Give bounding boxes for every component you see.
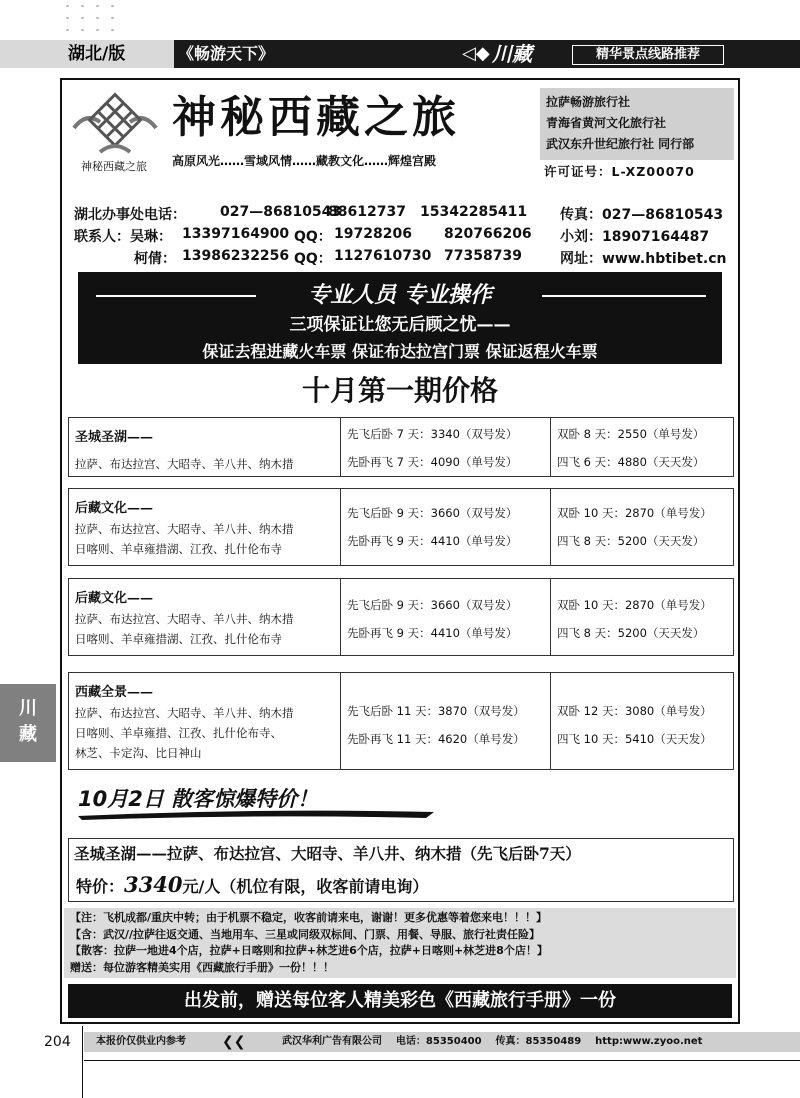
brush-swoosh-icon bbox=[76, 806, 436, 820]
special-price-label: 特价： bbox=[76, 877, 125, 896]
route-stops: 日喀则、羊卓雍措湖、江孜、扎什伦布寺 bbox=[75, 542, 282, 556]
route-info-cell bbox=[69, 673, 341, 769]
agency-name: 青海省黄河文化旅行社 bbox=[546, 116, 667, 130]
logo-caption: 神秘西藏之旅 bbox=[81, 160, 147, 173]
agency-name: 武汉东升世纪旅行社 同行部 bbox=[546, 137, 695, 151]
price-option: 先飞后卧 9 天：3660（双号发） bbox=[347, 598, 518, 612]
price-cell bbox=[551, 673, 735, 769]
price-option: 先飞后卧 9 天：3660（双号发） bbox=[347, 506, 518, 520]
notes-box bbox=[64, 908, 736, 978]
route-info-cell bbox=[69, 489, 341, 565]
price-cell bbox=[341, 673, 551, 769]
qq-number: 1127610730 bbox=[334, 248, 432, 264]
route-stops: 拉萨、布达拉宫、大昭寺、羊八井、纳木措 bbox=[75, 612, 294, 626]
special-price-value: 3340 bbox=[124, 872, 183, 897]
route-row bbox=[68, 578, 734, 656]
price-cell bbox=[341, 579, 551, 655]
footer-divider bbox=[82, 1026, 83, 1098]
route-row bbox=[68, 488, 734, 566]
special-route: 圣城圣湖——拉萨、布达拉宫、大昭寺、羊八井、纳木措（先飞后卧7天） bbox=[74, 844, 581, 863]
price-cell bbox=[551, 418, 735, 476]
route-stops: 拉萨、布达拉宫、大昭寺、羊八井、纳木措 bbox=[75, 706, 294, 720]
contact-person-label: 柯倩： bbox=[134, 251, 176, 267]
route-info-cell bbox=[69, 579, 341, 655]
route-stops: 日喀则、羊卓雍措湖、江孜、扎什伦布寺 bbox=[75, 632, 282, 646]
office-phone: 15342285411 bbox=[420, 204, 528, 220]
agency-name: 拉萨畅游旅行社 bbox=[546, 95, 631, 109]
license-number: 许可证号：L-XZ00070 bbox=[544, 164, 695, 179]
qq-label: QQ： bbox=[294, 229, 332, 245]
contact-phone: 13986232256 bbox=[182, 248, 290, 264]
banner-subline: 三项保证让您无后顾之忧—— bbox=[289, 315, 511, 335]
route-row bbox=[68, 417, 734, 477]
route-row bbox=[68, 672, 734, 770]
price-option: 双卧 10 天：2870（单号发） bbox=[557, 598, 712, 612]
qq-number: 19728206 bbox=[334, 226, 412, 242]
price-cell bbox=[551, 579, 735, 655]
publisher-url[interactable]: http:www.zyoo.net bbox=[595, 1036, 703, 1047]
banner-headline: 专业人员 专业操作 bbox=[308, 282, 492, 308]
side-tab-char: 藏 bbox=[19, 724, 37, 745]
ad-slogan: 高原风光……雪域风情……藏教文化……辉煌宫殿 bbox=[172, 154, 437, 168]
route-title: 圣城圣湖—— bbox=[75, 430, 154, 445]
contact-person-label: 联系人：吴琳： bbox=[74, 229, 172, 245]
route-stops: 拉萨、布达拉宫、大昭寺、羊八井、纳木措 bbox=[75, 457, 294, 471]
side-tab-char: 川 bbox=[19, 698, 37, 719]
note-line: 【散客：拉萨一地进4个店，拉萨+日喀则和拉萨+林芝进6个店，拉萨+日喀则+林芝进8个店！】 bbox=[70, 944, 548, 957]
price-option: 双卧 8 天：2550（单号发） bbox=[557, 427, 705, 441]
publisher-name: 武汉华利广告有限公司 bbox=[282, 1036, 382, 1047]
route-stops: 日喀则、羊卓雍措、江孜、扎什伦布寺、 bbox=[75, 726, 282, 740]
column-name: 《畅游天下》 bbox=[178, 44, 275, 63]
footer-rule bbox=[84, 1060, 800, 1061]
price-option: 先飞后卧 7 天：3340（双号发） bbox=[347, 427, 518, 441]
qq-label: QQ： bbox=[294, 251, 332, 267]
price-cell bbox=[341, 418, 551, 476]
price-option: 四飞 8 天：5200（天天发） bbox=[557, 534, 705, 548]
price-option: 先卧再飞 9 天：4410（单号发） bbox=[347, 626, 518, 640]
qq-number: 820766206 bbox=[444, 226, 532, 242]
price-option: 四飞 8 天：5200（天天发） bbox=[557, 626, 705, 640]
price-option: 四飞 10 天：5410（天天发） bbox=[557, 732, 712, 746]
price-section-title: 十月第一期价格 bbox=[301, 374, 498, 407]
price-cell bbox=[551, 489, 735, 565]
price-option: 先卧再飞 9 天：4410（单号发） bbox=[347, 534, 518, 548]
double-arrow-icon: ◁◆ bbox=[462, 43, 490, 64]
price-option: 先飞后卧 11 天：3870（双号发） bbox=[347, 704, 525, 718]
ad-title: 神秘西藏之旅 bbox=[172, 92, 460, 143]
section-side-tab bbox=[0, 684, 56, 762]
price-option: 四飞 6 天：4880（天天发） bbox=[557, 455, 705, 469]
special-price-unit: 元/人（机位有限，收客前请电询） bbox=[182, 877, 429, 896]
note-line: 【含：武汉//拉萨往返交通、当地用车、三星或同级双标间、门票、用餐、导服、旅行社责任险】 bbox=[70, 927, 541, 941]
office-phone-label: 湖北办事处电话： bbox=[74, 207, 186, 223]
section-brand: 川藏 bbox=[492, 42, 532, 66]
website-link[interactable]: 网址：www.hbtibet.cn bbox=[560, 251, 727, 267]
route-info-cell bbox=[69, 418, 341, 476]
route-title: 西藏全景—— bbox=[75, 685, 154, 700]
price-option: 双卧 12 天：3080（单号发） bbox=[557, 704, 712, 718]
price-option: 先卧再飞 7 天：4090（单号发） bbox=[347, 455, 518, 469]
double-chevron-icon: ❮❮ bbox=[222, 1034, 246, 1050]
edition-label: 湖北/版 bbox=[0, 40, 174, 68]
agency-list bbox=[540, 88, 734, 160]
publisher-fax: 传真：85350489 bbox=[495, 1036, 582, 1047]
route-title: 后藏文化—— bbox=[75, 501, 154, 516]
decorative-dots bbox=[60, 0, 120, 38]
note-line: 赠送：每位游客精美实用《西藏旅行手册》一份！！！ bbox=[70, 960, 334, 974]
contact-phone: 13397164900 bbox=[182, 226, 290, 242]
special-offer-title: 10月2日 散客惊爆特价！ bbox=[78, 787, 319, 811]
fax-number: 传真：027—86810543 bbox=[560, 207, 724, 223]
special-price-line bbox=[76, 872, 736, 897]
contact-person: 小刘：18907164487 bbox=[560, 229, 710, 245]
section-subtitle: 精华景点线路推荐 bbox=[572, 45, 724, 65]
route-title: 后藏文化—— bbox=[75, 591, 154, 606]
office-phone: 88612737 bbox=[328, 204, 406, 220]
gift-banner: 出发前，赠送每位客人精美彩色《西藏旅行手册》一份 bbox=[68, 984, 732, 1018]
office-phone: 027—86810543 bbox=[220, 204, 342, 220]
price-option: 先卧再飞 11 天：4620（单号发） bbox=[347, 732, 525, 746]
page-number: 204 bbox=[44, 1034, 71, 1050]
route-stops: 林芝、卡定沟、比日神山 bbox=[75, 746, 202, 760]
banner-guarantees: 保证去程进藏火车票 保证布达拉宫门票 保证返程火车票 bbox=[202, 342, 598, 361]
publisher-phone: 电话：85350400 bbox=[395, 1036, 482, 1047]
price-option: 双卧 10 天：2870（单号发） bbox=[557, 506, 712, 520]
footer-disclaimer: 本报价仅供业内参考 bbox=[84, 1032, 224, 1052]
route-stops: 拉萨、布达拉宫、大昭寺、羊八井、纳木措 bbox=[75, 522, 294, 536]
price-cell bbox=[341, 489, 551, 565]
footer-publisher bbox=[282, 1032, 782, 1052]
qq-number: 77358739 bbox=[444, 248, 522, 264]
note-line: 【注：飞机成都/重庆中转；由于机票不稳定，收客前请来电，谢谢！更多优惠等着您来电！！！】 bbox=[70, 911, 548, 924]
